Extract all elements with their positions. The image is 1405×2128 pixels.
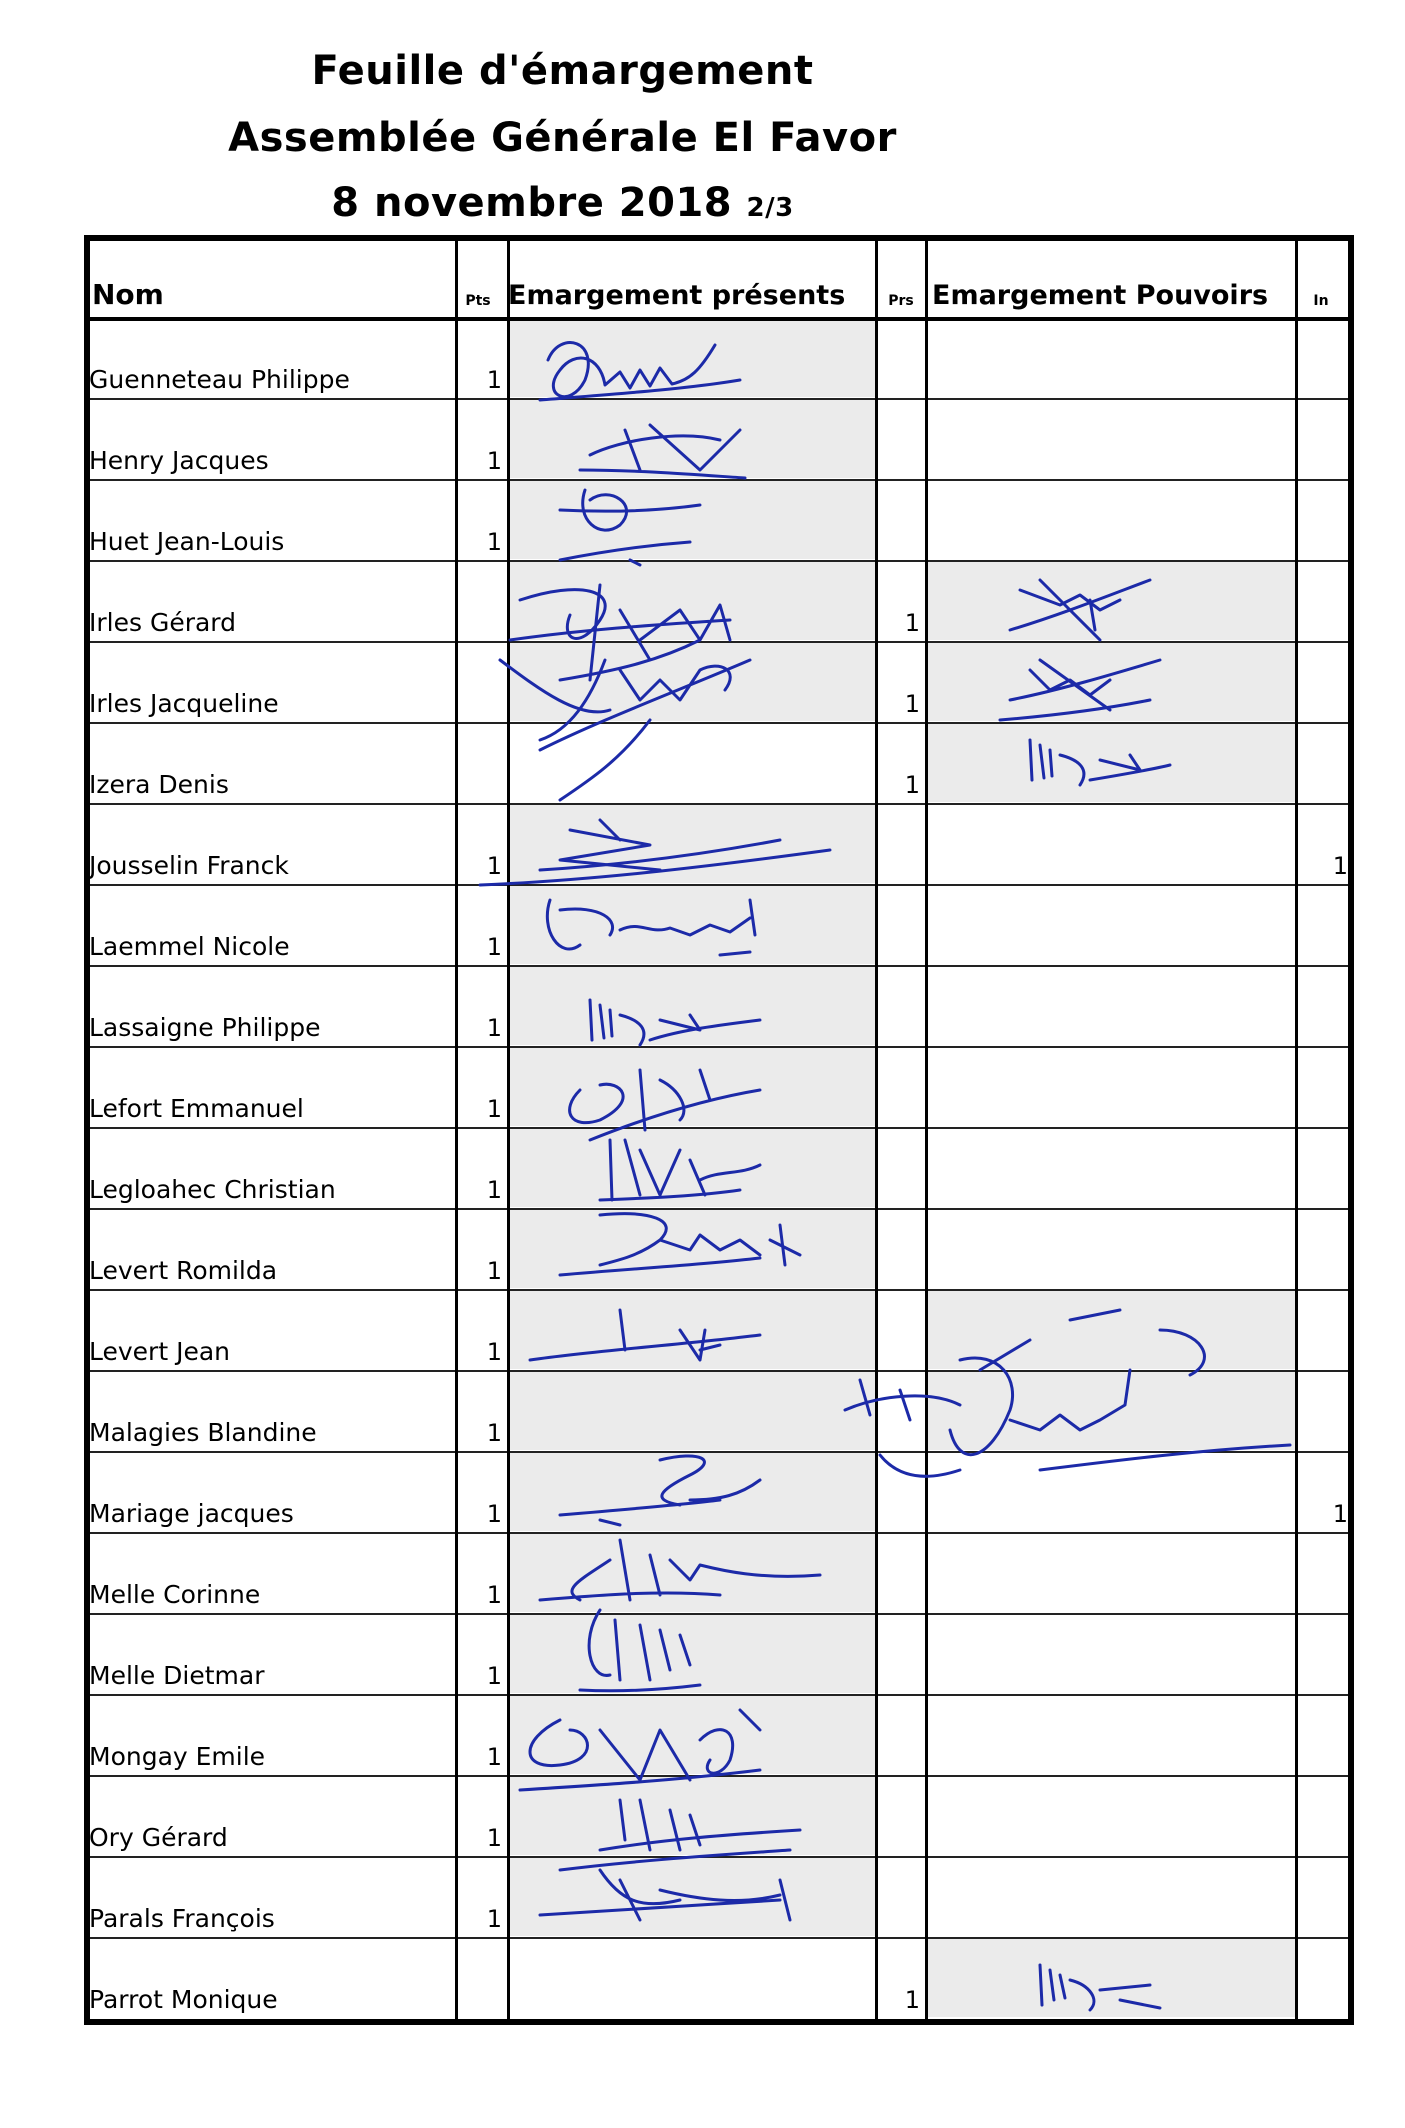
row-in xyxy=(1296,965,1354,1046)
row-in xyxy=(1296,1289,1354,1370)
row-name: Ory Gérard xyxy=(89,1823,228,1852)
header-prs: Prs xyxy=(888,293,914,309)
row-name: Guenneteau Philippe xyxy=(89,365,350,394)
row-pts: 1 xyxy=(486,1824,502,1852)
row-pts: 1 xyxy=(486,1014,502,1042)
row-in xyxy=(1296,560,1354,641)
row-in: 1 xyxy=(1332,1500,1348,1528)
row-name: Levert Jean xyxy=(89,1337,230,1366)
row-prs xyxy=(876,1856,926,1937)
row-in xyxy=(1296,1127,1354,1208)
row-pts: 1 xyxy=(486,1581,502,1609)
row-pts: 1 xyxy=(486,1905,502,1933)
row-name: Irles Jacqueline xyxy=(89,689,279,718)
row-in xyxy=(1296,641,1354,722)
row-in xyxy=(1296,884,1354,965)
row-name: Parrot Monique xyxy=(89,1985,278,2014)
header-emargement-presents: Emargement présents xyxy=(508,280,846,311)
row-prs: 1 xyxy=(904,609,920,637)
row-in xyxy=(1296,1775,1354,1856)
row-in xyxy=(1296,479,1354,560)
row-name: Melle Corinne xyxy=(89,1580,261,1609)
row-name: Laemmel Nicole xyxy=(89,932,290,961)
row-prs xyxy=(876,1613,926,1694)
row-in xyxy=(1296,1937,1354,2018)
row-prs xyxy=(876,1289,926,1370)
header-emargement-pouvoirs: Emargement Pouvoirs xyxy=(932,280,1269,311)
row-pts: 1 xyxy=(486,852,502,880)
row-in xyxy=(1296,1856,1354,1937)
row-pts xyxy=(456,560,508,641)
page-number: 2/3 xyxy=(746,193,794,223)
row-name: Izera Denis xyxy=(89,770,229,799)
row-prs xyxy=(876,479,926,560)
row-in xyxy=(1296,1613,1354,1694)
row-name: Jousselin Franck xyxy=(89,851,289,880)
row-name: Melle Dietmar xyxy=(89,1661,265,1690)
row-in: 1 xyxy=(1332,852,1348,880)
row-name: Mongay Emile xyxy=(89,1742,266,1771)
row-in xyxy=(1296,1208,1354,1289)
header-pts: Pts xyxy=(465,293,491,309)
row-name: Parals François xyxy=(89,1904,275,1933)
row-pts: 1 xyxy=(486,1500,502,1528)
row-prs xyxy=(876,1775,926,1856)
row-prs xyxy=(876,803,926,884)
row-in xyxy=(1296,317,1354,398)
row-pts: 1 xyxy=(486,1257,502,1285)
row-prs xyxy=(876,1370,926,1451)
row-name: Levert Romilda xyxy=(89,1256,278,1285)
row-pts: 1 xyxy=(486,528,502,556)
row-pts: 1 xyxy=(486,366,502,394)
row-prs xyxy=(876,1208,926,1289)
row-pts: 1 xyxy=(486,1419,502,1447)
row-in xyxy=(1296,398,1354,479)
row-pts: 1 xyxy=(486,1338,502,1366)
row-name: Malagies Blandine xyxy=(89,1418,317,1447)
header-in: In xyxy=(1313,293,1329,309)
row-prs xyxy=(876,1532,926,1613)
row-prs xyxy=(876,1127,926,1208)
row-pts: 1 xyxy=(486,1662,502,1690)
row-in xyxy=(1296,1694,1354,1775)
header-nom: Nom xyxy=(92,278,164,311)
row-prs: 1 xyxy=(904,1986,920,2014)
signature-table xyxy=(84,235,1354,2025)
row-prs xyxy=(876,965,926,1046)
row-in xyxy=(1296,1532,1354,1613)
row-pts xyxy=(456,641,508,722)
meeting-date xyxy=(0,178,1265,233)
assembly-name: Assemblée Générale El Favor xyxy=(228,115,897,161)
row-name: Legloahec Christian xyxy=(89,1175,336,1204)
date-text: 8 novembre 2018 xyxy=(331,180,733,226)
row-name: Henry Jacques xyxy=(89,446,269,475)
row-pts: 1 xyxy=(486,933,502,961)
row-name: Lefort Emmanuel xyxy=(89,1094,304,1123)
row-pts: 1 xyxy=(486,1743,502,1771)
row-in xyxy=(1296,1046,1354,1127)
row-prs xyxy=(876,1046,926,1127)
row-prs xyxy=(876,1451,926,1532)
sheet-title: Feuille d'émargement xyxy=(311,48,814,94)
row-prs: 1 xyxy=(904,690,920,718)
row-in xyxy=(1296,1370,1354,1451)
row-name: Mariage jacques xyxy=(89,1499,294,1528)
row-prs xyxy=(876,317,926,398)
row-prs xyxy=(876,884,926,965)
row-pts: 1 xyxy=(486,1176,502,1204)
row-pts: 1 xyxy=(486,447,502,475)
row-prs xyxy=(876,1694,926,1775)
row-name: Huet Jean-Louis xyxy=(89,527,285,556)
row-prs xyxy=(876,398,926,479)
row-name: Lassaigne Philippe xyxy=(89,1013,321,1042)
row-in xyxy=(1296,722,1354,803)
row-pts xyxy=(456,722,508,803)
row-pts xyxy=(456,1937,508,2018)
row-prs: 1 xyxy=(904,771,920,799)
row-pts: 1 xyxy=(486,1095,502,1123)
row-name: Irles Gérard xyxy=(89,608,237,637)
